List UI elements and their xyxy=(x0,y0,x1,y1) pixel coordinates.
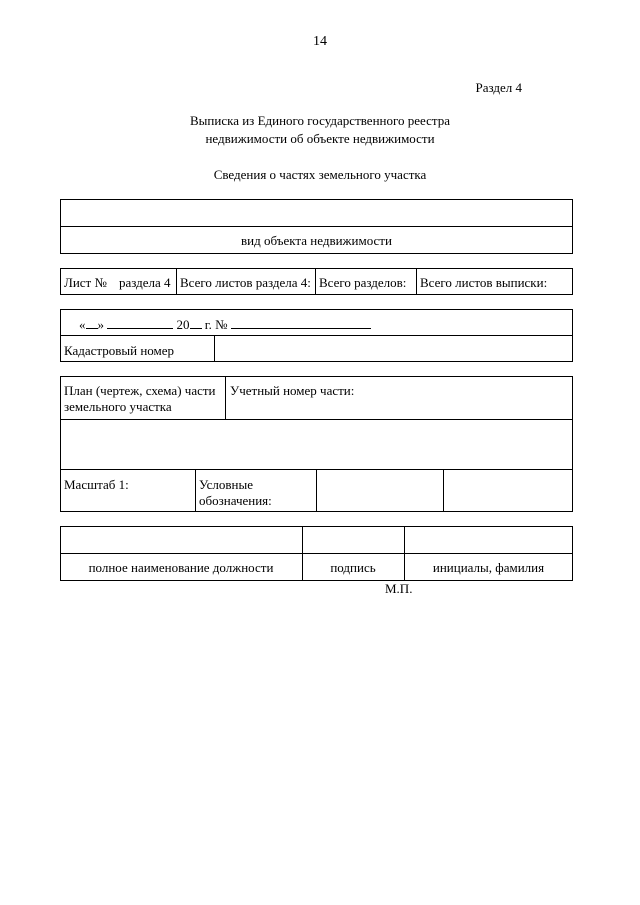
position-caption: полное наименование должности xyxy=(88,560,274,575)
stamp-label: М.П. xyxy=(385,581,413,596)
object-type-caption: вид объекта недвижимости xyxy=(241,233,392,248)
signature-divider xyxy=(60,553,573,554)
document-title-line-2: недвижимости об объекте недвижимости xyxy=(205,131,435,146)
scale-divider xyxy=(195,469,196,512)
plan-header-divider xyxy=(225,376,226,419)
initials-caption: инициалы, фамилия xyxy=(432,560,545,575)
cadastral-number-label: Кадастровый номер xyxy=(64,343,175,358)
legend-divider-2 xyxy=(443,469,444,512)
sheet-divider-1 xyxy=(176,268,177,295)
date-line xyxy=(79,316,371,333)
section-label: Раздел 4 xyxy=(475,80,522,95)
cadastral-divider xyxy=(214,335,215,362)
document-subtitle: Сведения о частях земельного участка xyxy=(213,167,427,182)
total-sections-label: Всего разделов: xyxy=(319,275,407,290)
year-blank xyxy=(190,316,202,329)
plan-label: План (чертеж, схема) части земельного участка xyxy=(64,383,216,414)
year-prefix: 20 xyxy=(176,317,190,332)
page-number: 14 xyxy=(313,34,327,49)
quote-open: « xyxy=(79,317,86,332)
accounting-number-label: Учетный номер части: xyxy=(230,383,355,398)
signature-caption: подпись xyxy=(330,560,376,575)
document-title-line-1: Выписка из Единого государственного реестра xyxy=(190,113,450,128)
month-blank xyxy=(107,316,173,329)
total-sheets-section-label: Всего листов раздела 4: xyxy=(180,275,311,290)
quote-close: » xyxy=(97,317,104,332)
plan-header-bottom xyxy=(60,419,573,420)
sheet-number-label: Лист № xyxy=(64,275,107,290)
day-blank xyxy=(86,316,98,329)
legend-label: Условные обозначения: xyxy=(199,477,272,508)
object-type-divider xyxy=(60,226,573,227)
sheet-divider-2 xyxy=(315,268,316,295)
total-sheets-extract-label: Всего листов выписки: xyxy=(420,275,548,290)
sheet-section-label: раздела 4 xyxy=(119,275,171,290)
sheet-divider-3 xyxy=(416,268,417,295)
number-blank xyxy=(231,316,371,329)
scale-label: Масштаб 1: xyxy=(64,477,129,492)
number-label: г. № xyxy=(204,317,228,332)
date-row-divider xyxy=(60,335,573,336)
legend-divider-1 xyxy=(316,469,317,512)
